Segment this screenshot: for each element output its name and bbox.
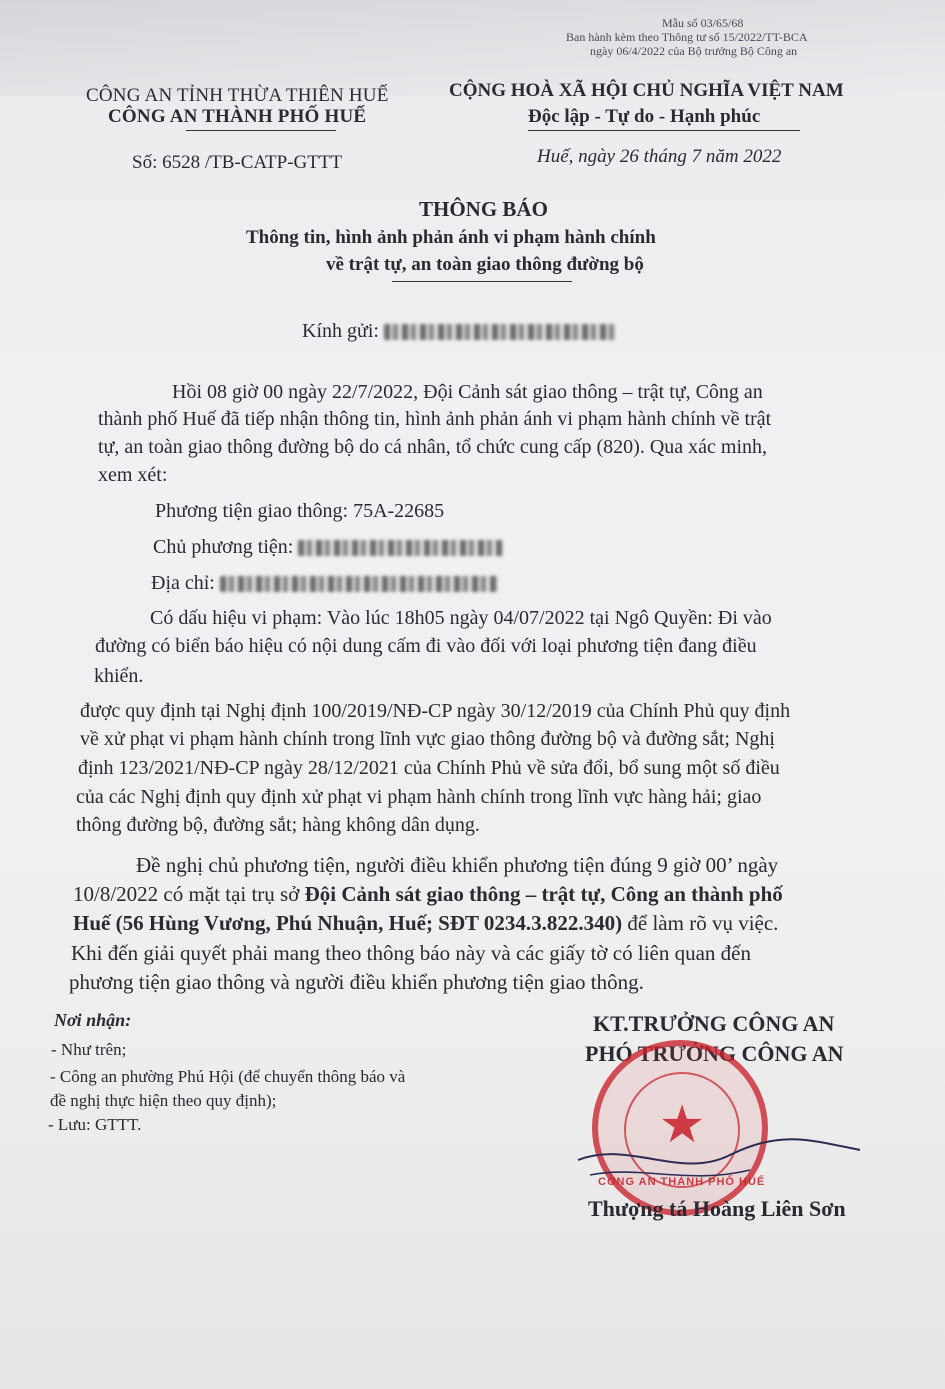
request-line-2-plain: 10/8/2022 có mặt tại trụ sở [73,882,305,906]
agency-underline [186,130,336,131]
form-code-line-2: Ban hành kèm theo Thông tư số 15/2022/TT-BCA [566,30,808,44]
form-code-line-3: ngày 06/4/2022 của Bộ trưởng Bộ Công an [590,44,798,58]
violation-line-1: Có dấu hiệu vi phạm: Vào lúc 18h05 ngày 04/07/2022 tại Ngô Quyền: Đi vào [150,607,772,629]
request-line-3-bold: Huế (56 Hùng Vương, Phú Nhuận, Huế; SĐT 0234.3.822.340) [73,911,623,935]
agency-parent: CÔNG AN TỈNH THỪA THIÊN HUẾ [86,85,389,106]
owner-address [151,569,498,597]
national-motto: Độc lập - Tự do - Hạnh phúc [528,106,761,127]
request-line-5: phương tiện giao thông và người điều khiển phương tiện giao thông. [69,970,644,994]
owner-label: Chủ phương tiện: [153,536,299,558]
body-p1-line-2: thành phố Huế đã tiếp nhận thông tin, hình ảnh phản ánh vi phạm hành chính về trật [98,408,772,430]
request-line-2-bold: Đội Cảnh sát giao thông – trật tự, Công an thành phố [304,882,783,906]
vehicle-owner [153,533,503,561]
motto-underline [528,130,800,131]
subtitle-line-2: về trật tự, an toàn giao thông đường bộ [326,254,644,275]
redacted-recipient [384,324,616,340]
subtitle-underline [392,281,572,282]
body-p1-line-1: Hồi 08 giờ 00 ngày 22/7/2022, Đội Cảnh sát giao thông – trật tự, Công an [172,381,763,403]
seal-text: CÔNG AN THÀNH PHỐ HUẾ [598,1176,766,1188]
agency-name: CÔNG AN THÀNH PHỐ HUẾ [108,106,367,127]
handwritten-signature [570,1120,870,1200]
recipients-item-2: - Công an phường Phú Hội (để chuyển thông báo và [50,1067,406,1086]
form-code-line-1: Mẫu số 03/65/68 [662,16,744,30]
legal-line-5: thông đường bộ, đường sắt; hàng không dân dụng. [76,814,480,836]
request-line-1: Đề nghị chủ phương tiện, người điều khiển phương tiện đúng 9 giờ 00’ ngày [136,853,779,877]
body-p1-line-3: tự, an toàn giao thông đường bộ do cá nhân, tổ chức cung cấp (820). Qua xác minh, [98,436,768,458]
legal-line-2: về xử phạt vi phạm hành chính trong lĩnh vực giao thông đường bộ và đường sắt; Nghị [80,728,775,750]
signer-name: Thượng tá Hoàng Liên Sơn [588,1196,846,1221]
violation-line-2: đường có biển báo hiệu có nội dung cấm đi vào đối với loại phương tiện đang điều [95,635,757,657]
address-label: Địa chỉ: [151,572,220,594]
vehicle-plate: Phương tiện giao thông: 75A-22685 [155,500,445,522]
subtitle-line-1: Thông tin, hình ảnh phản ánh vi phạm hành chính [246,227,656,248]
document-number: Số: 6528 /TB-CATP-GTTT [132,152,343,173]
legal-line-3: định 123/2021/NĐ-CP ngày 28/12/2021 của Chính Phủ về sửa đổi, bổ sung một số điều [78,757,780,779]
recipients-title: Nơi nhận: [54,1010,132,1030]
request-line-4: Khi đến giải quyết phải mang theo thông báo này và các giấy tờ có liên quan đến [71,941,751,965]
star-icon: ★ [658,1097,706,1154]
body-p1-line-4: xem xét: [98,464,168,486]
national-title: CỘNG HOÀ XÃ HỘI CHỦ NGHĨA VIỆT NAM [449,80,844,101]
redacted-owner [298,540,503,556]
request-line-2 [73,880,783,908]
request-line-3 [73,909,778,937]
violation-line-3: khiển. [94,665,144,687]
place-date: Huế, ngày 26 tháng 7 năm 2022 [537,146,782,167]
signature-title-1: KT.TRƯỞNG CÔNG AN [593,1011,835,1036]
legal-line-4: của các Nghị định quy định xử phạt vi phạm hành chính trong lĩnh vực hàng hải; giao [76,786,762,808]
request-line-3-plain: để làm rõ vụ việc. [622,911,779,935]
recipient-label: Kính gửi: [302,320,384,342]
signature-title-2: PHÓ TRƯỞNG CÔNG AN [585,1041,844,1066]
legal-line-1: được quy định tại Nghị định 100/2019/NĐ-CP ngày 30/12/2019 của Chính Phủ quy định [80,700,791,722]
recipient-line [302,320,616,343]
recipients-item-1: - Như trên; [51,1040,127,1059]
recipients-item-2-cont: đề nghị thực hiện theo quy định); [50,1091,277,1110]
redacted-address [220,576,498,592]
recipients-item-3: - Lưu: GTTT. [48,1115,142,1134]
document-title: THÔNG BÁO [419,197,548,221]
